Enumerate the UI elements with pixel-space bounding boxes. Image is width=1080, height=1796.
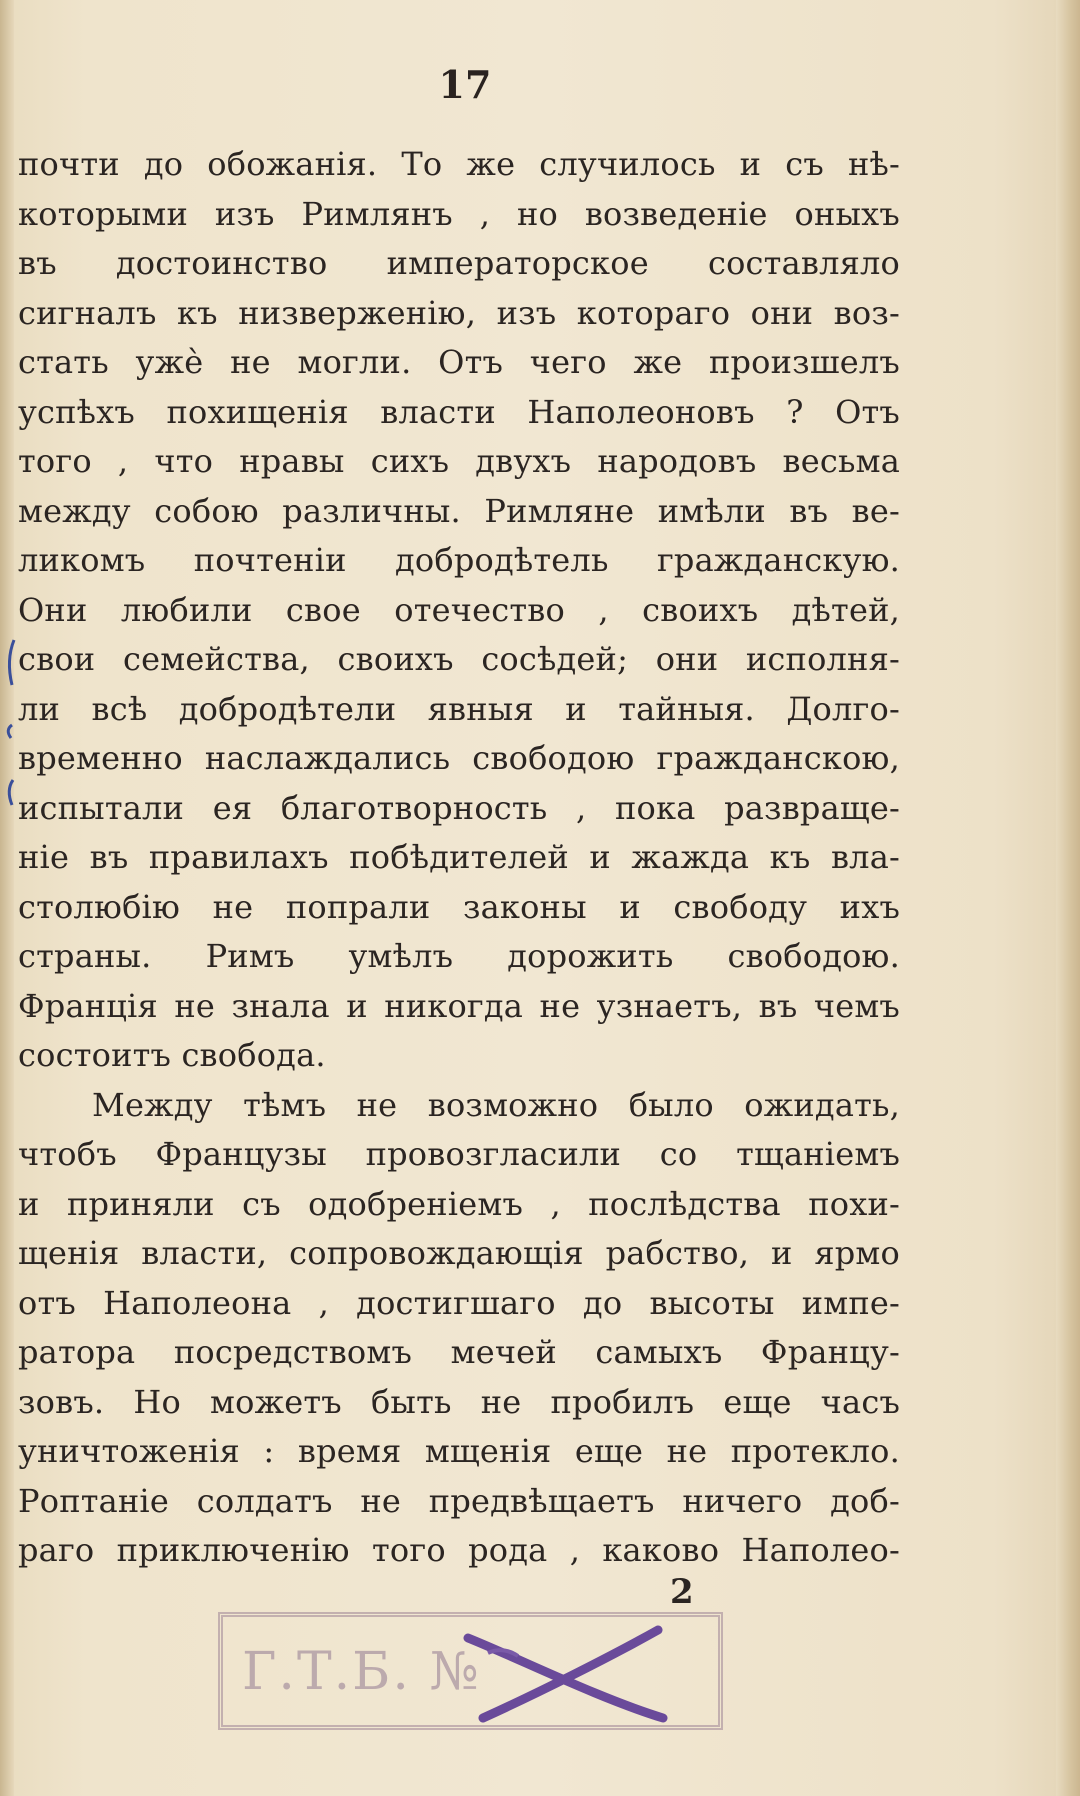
- library-stamp: [218, 1612, 723, 1730]
- stamp-crossout-icon: [458, 1618, 678, 1728]
- text-line: ратора посредствомъ мечей самыхъ Францу-: [18, 1333, 900, 1371]
- text-line: страны. Римъ умѣлъ дорожить свободою.: [18, 937, 900, 975]
- text-line: столюбію не попрали законы и свободу ихъ: [18, 887, 900, 926]
- text-line: состоитъ свобода.: [18, 1036, 326, 1074]
- text-line: которыми изъ Римлянъ , но возведеніе оныхъ: [18, 194, 900, 233]
- page-gutter: [0, 0, 14, 1796]
- paragraph-1: [18, 140, 900, 1081]
- text-line: почти до обожанія. То же случилось и съ нѣ-: [18, 145, 900, 183]
- text-line: Роптаніе солдатъ не предвѣщаетъ ничего доб-: [18, 1481, 900, 1520]
- text-line: и приняли съ одобреніемъ , послѣдства похи-: [18, 1184, 900, 1223]
- text-line: между собою различны. Римляне имѣли въ ве-: [18, 491, 900, 530]
- page-edge: [1056, 0, 1080, 1796]
- text-line: Франція не знала и никогда не узнаетъ, въ чемъ: [18, 986, 900, 1025]
- text-line: временно наслаждались свободою гражданскою,: [18, 739, 900, 777]
- text-line: Между тѣмъ не возможно было ожидать,: [92, 1085, 900, 1124]
- text-line: въ достоинство императорское составляло: [18, 244, 900, 282]
- text-line: того , что нравы сихъ двухъ народовъ весьма: [18, 442, 900, 480]
- text-line: отъ Наполеона , достигшаго до высоты импе-: [18, 1283, 900, 1322]
- text-line: щенія власти, сопровождающія рабство, и ярмо: [18, 1234, 900, 1272]
- text-line: ніе въ правилахъ побѣдителей и жажда къ вла-: [18, 838, 900, 876]
- text-line: успѣхъ похищенія власти Наполеоновъ ? Отъ: [18, 392, 900, 431]
- text-line: сигналъ къ низверженію, изъ котораго они воз-: [18, 293, 900, 332]
- text-line: ликомъ почтеніи добродѣтель гражданскую.: [18, 541, 900, 579]
- text-line: Они любили свое отечество , своихъ дѣтей,: [18, 590, 900, 629]
- text-line: испытали ея благотворность , пока развраще-: [18, 788, 900, 827]
- margin-ink-marks: [2, 630, 22, 850]
- text-line: зовъ. Но можетъ быть не пробилъ еще часъ: [18, 1382, 900, 1421]
- text-line: свои семейства, своихъ сосѣдей; они исполня-: [18, 640, 900, 678]
- body-text: [18, 140, 900, 1576]
- text-line: стать ужѐ не могли. Отъ чего же произшелъ: [18, 343, 900, 381]
- paragraph-2: [18, 1081, 900, 1576]
- text-line: раго приключенію того рода , каково Наполео-: [18, 1531, 900, 1569]
- signature-mark: 2: [670, 1572, 694, 1612]
- page-number: 17: [438, 62, 492, 107]
- stamp-text: Г.Т.Б. №: [242, 1642, 481, 1702]
- text-line: ли всѣ добродѣтели явныя и тайныя. Долго-: [18, 689, 900, 728]
- text-line: уничтоженія : время мщенія еще не протекло.: [18, 1432, 900, 1470]
- text-line: чтобъ Французы провозгласили со тщаніемъ: [18, 1135, 900, 1173]
